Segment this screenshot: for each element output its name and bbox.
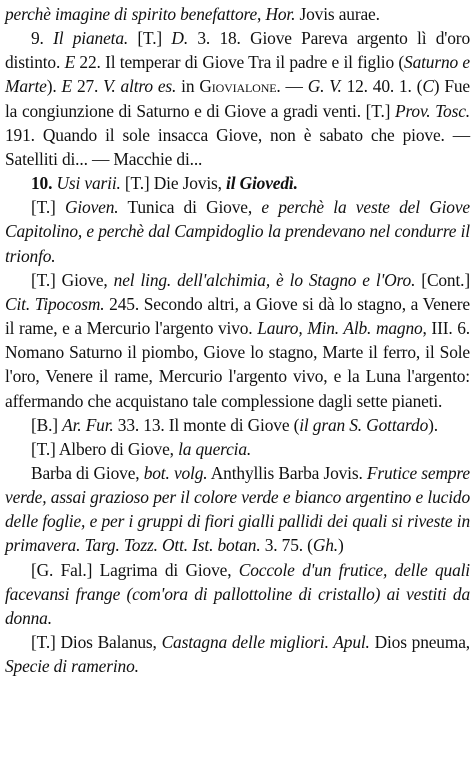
text-run: Anthyllis Barba Jovis. bbox=[207, 462, 367, 483]
text-run: E bbox=[64, 52, 76, 73]
text-run: Gioven. bbox=[64, 197, 119, 218]
text-run: e perchè la veste del Giove Capitolino, e perchè dal Campidoglio la prendevano nel condurre il trionfo. bbox=[5, 197, 470, 266]
text-run: Giovialone bbox=[199, 76, 277, 97]
text-run: 33. 13. Il monte di Giove ( bbox=[113, 414, 300, 435]
text-run: perchè imagine di spirito benefattore bbox=[5, 4, 258, 24]
text-run: il gran S. Gottardo bbox=[299, 414, 429, 435]
text-run: 3. 18. Giove Pareva argento lì d'oro distinto. bbox=[5, 28, 470, 73]
text-run: Barba di Giove, bbox=[31, 462, 144, 483]
entry-paragraph bbox=[5, 461, 470, 558]
text-run: ) Fue la congiunzione di Saturno e di Giove a gradi venti. [T.] bbox=[5, 76, 470, 121]
text-run: Usi varii. bbox=[56, 173, 121, 194]
text-run: 3. 75. ( bbox=[260, 535, 313, 556]
text-run: ). bbox=[428, 414, 438, 435]
text-run: Gh. bbox=[312, 535, 338, 556]
text-run: in bbox=[176, 76, 200, 97]
text-run: 245. Secondo altri, a Giove si dà lo stagno, a Venere il rame, e a Mercurio l'argento vivo. bbox=[5, 293, 471, 339]
text-run: D. bbox=[171, 28, 189, 49]
text-run: [Cont.] bbox=[415, 269, 470, 290]
text-run: [B.] bbox=[31, 414, 63, 435]
text-run: 9. bbox=[31, 28, 54, 49]
text-run: Prov. Tosc. bbox=[394, 100, 470, 121]
text-run: Specie di ramerino. bbox=[5, 656, 139, 677]
text-run: [T.] Albero di Giove, bbox=[31, 438, 179, 459]
text-run: Coccole d'un frutice, delle quali facevansi frange (com'ora di pallottoline di cristallo) ai vestiti da donna. bbox=[5, 559, 470, 628]
text-run: , III. 6. Nomano Saturno il piombo, Giove lo stagno, Marte il ferro, il Sole l'oro, Venere il rame, Mercurio l'argento vivo, e la Luna l'argento: affermando che acquistano tale complessione dagli sette pianeti. bbox=[5, 318, 470, 411]
text-run: [T.] Dios Balanus, bbox=[31, 632, 162, 653]
text-run: [T.] Die Jovis, bbox=[120, 173, 227, 194]
text-run: 12. 40. 1. ( bbox=[341, 76, 423, 97]
entry-paragraph bbox=[5, 26, 470, 171]
text-run: 27. bbox=[72, 76, 104, 97]
text-run: . — bbox=[276, 76, 308, 97]
text-run: Dios pneuma, bbox=[369, 632, 471, 653]
text-run: 191. Quando il sole insacca Giove, non è sabato che piove. — Satelliti di... — Macchie di... bbox=[5, 124, 470, 169]
text-run: Il pianeta. bbox=[53, 28, 129, 49]
entry-paragraph bbox=[5, 195, 470, 267]
text-run: Jovis aurae. bbox=[295, 4, 380, 24]
entry-paragraph bbox=[5, 171, 470, 195]
text-run: Tunica di Giove, bbox=[118, 197, 262, 218]
text-run: Saturno e Marte bbox=[5, 52, 470, 97]
text-run: la quercia. bbox=[178, 438, 252, 459]
entry-paragraph bbox=[5, 630, 470, 678]
text-run: Ar. Fur. bbox=[62, 414, 114, 435]
text-run: bot. volg. bbox=[143, 462, 208, 483]
text-run: [G. Fal.] Lagrima di Giove, bbox=[31, 559, 239, 580]
text-run: G. V. bbox=[307, 76, 342, 97]
entry-paragraph bbox=[5, 413, 470, 437]
text-run: ). bbox=[46, 76, 62, 97]
text-run: [T.] bbox=[128, 28, 172, 49]
entry-paragraph bbox=[5, 558, 470, 630]
entry-paragraph bbox=[5, 268, 470, 413]
text-run: E bbox=[61, 76, 73, 97]
entry-paragraph bbox=[5, 2, 470, 26]
text-run: [T.] bbox=[31, 197, 65, 218]
text-run: [T.] Giove, bbox=[31, 269, 114, 290]
text-run: 10. bbox=[31, 173, 57, 194]
text-run: nel ling. dell'alchimia, è lo Stagno e l'Oro. bbox=[113, 269, 416, 290]
text-run: Castagna delle migliori. Apul. bbox=[161, 632, 370, 653]
text-run: C bbox=[422, 76, 434, 97]
text-run: Lauro, Min. Alb. magno bbox=[257, 318, 423, 339]
text-run: Hor. bbox=[265, 4, 296, 24]
text-run: ) bbox=[337, 535, 344, 556]
text-run: il Giovedì. bbox=[226, 173, 298, 194]
text-run: V. altro es. bbox=[103, 76, 177, 97]
text-run: , bbox=[257, 4, 266, 24]
text-run: Cit. Tipocosm. bbox=[5, 293, 105, 314]
text-run: 22. Il temperar di Giove Tra il padre e il figlio ( bbox=[75, 52, 405, 73]
entry-paragraph bbox=[5, 437, 470, 461]
text-run: Frutice sempre verde, assai grazioso per il colore verde e bianco argentino e lucido delle foglie, e per i gruppi di fiori gialli pallidi dei quali si riveste in primavera. Targ. Tozz. Ott. Ist. botan. bbox=[5, 462, 470, 556]
